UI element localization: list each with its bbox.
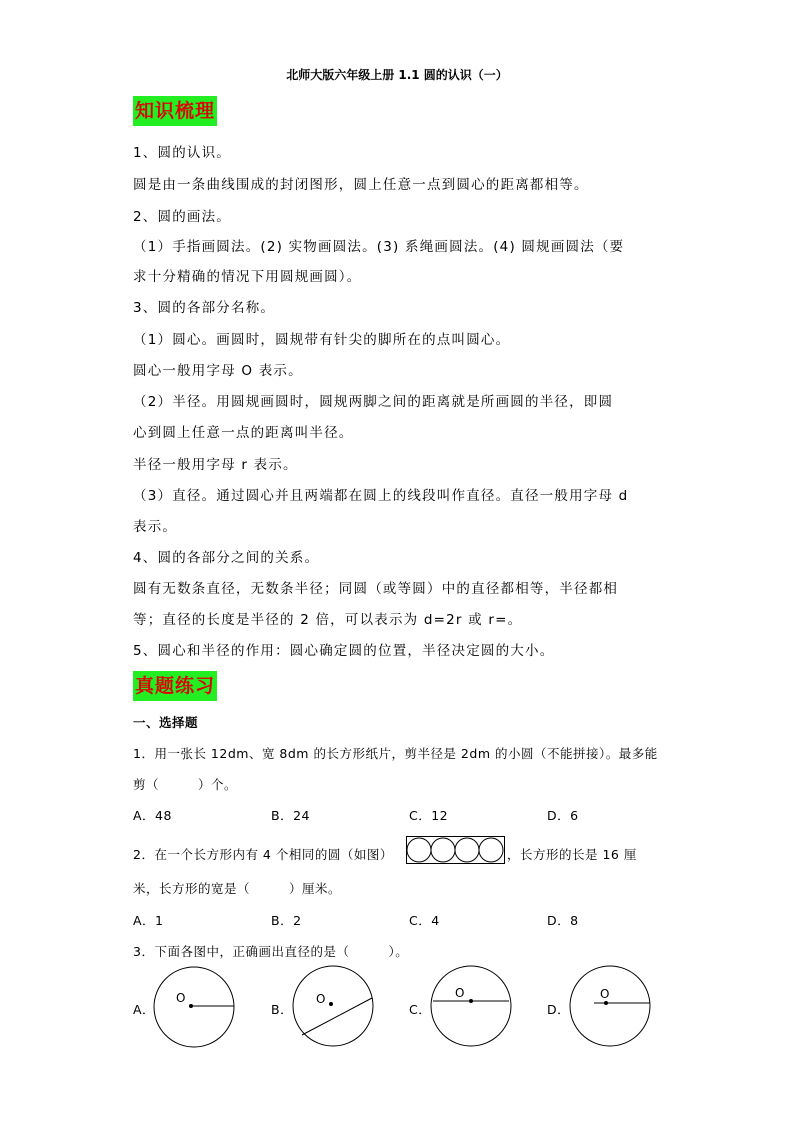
- four-circles-figure: [406, 836, 505, 864]
- knowledge-line: 圆有无数条直径，无数条半径；同圆（或等圆）中的直径都相等，半径都相: [133, 581, 619, 597]
- circle-figure-b[interactable]: [291, 964, 375, 1048]
- question-1-option-d[interactable]: D．6: [547, 808, 579, 823]
- knowledge-line: （1）圆心。画圆时，圆规带有针尖的脚所在的点叫圆心。: [133, 332, 511, 348]
- knowledge-line: （3）直径。通过圆心并且两端都在圆上的线段叫作直径。直径一般用字母 d: [133, 488, 629, 504]
- knowledge-line: 5、圆心和半径的作用：圆心确定圆的位置，半径决定圆的大小。: [133, 643, 555, 659]
- knowledge-line: 圆心一般用字母 O 表示。: [133, 363, 303, 379]
- knowledge-line: 等；直径的长度是半径的 2 倍，可以表示为 d=2r 或 r=。: [133, 612, 523, 628]
- knowledge-line: （1）手指画圆法。(2) 实物画圆法。(3) 系绳画圆法。(4) 圆规画圆法（要: [133, 239, 625, 255]
- knowledge-line: 求十分精确的情况下用圆规画圆）。: [133, 269, 362, 285]
- page-title: 北师大版六年级上册 1.1 圆的认识（一）: [286, 68, 508, 82]
- knowledge-line: 2、圆的画法。: [133, 209, 231, 225]
- question-3-option-d[interactable]: D．: [547, 1002, 571, 1017]
- knowledge-line: 圆是由一条曲线围成的封闭图形，圆上任意一点到圆心的距离都相等。: [133, 177, 589, 193]
- knowledge-line: 表示。: [133, 519, 178, 535]
- question-1-option-a[interactable]: A．48: [133, 808, 172, 823]
- question-2-option-d[interactable]: D．8: [547, 913, 579, 928]
- center-label: O: [316, 992, 326, 1006]
- knowledge-line: 1、圆的认识。: [133, 145, 231, 161]
- knowledge-line: 半径一般用字母 r 表示。: [133, 457, 298, 473]
- knowledge-line: （2）半径。用圆规画圆时，圆规两脚之间的距离就是所画圆的半径，即圆: [133, 394, 614, 410]
- center-label: O: [600, 987, 610, 1001]
- question-2-option-a[interactable]: A．1: [133, 913, 164, 928]
- knowledge-line: 3、圆的各部分名称。: [133, 300, 276, 316]
- knowledge-line: 心到圆上任意一点的距离叫半径。: [133, 425, 354, 441]
- section-tag-knowledge: 知识梳理: [133, 96, 217, 126]
- question-2-text: ，长方形的长是 16 厘: [507, 847, 637, 862]
- center-label: O: [176, 991, 186, 1005]
- center-label: O: [455, 986, 465, 1000]
- question-3-option-b[interactable]: B．: [271, 1002, 294, 1017]
- question-1-option-b[interactable]: B．24: [271, 808, 310, 823]
- circle-figure-a[interactable]: [152, 965, 236, 1049]
- section-tag-practice: 真题练习: [133, 671, 217, 701]
- question-2-option-c[interactable]: C．4: [409, 913, 440, 928]
- part-title: 一、选择题: [133, 715, 199, 730]
- question-3-text: 3．下面各图中，正确画出直径的是（ ）。: [133, 944, 409, 959]
- question-1-text: 1．用一张长 12dm、宽 8dm 的长方形纸片，剪半径是 2dm 的小圆（不能拼接）。最多能: [133, 746, 658, 761]
- question-1-text: 剪（ ）个。: [133, 777, 238, 792]
- question-3-option-a[interactable]: A．: [133, 1002, 156, 1017]
- question-2-option-b[interactable]: B．2: [271, 913, 302, 928]
- circle-figure-c[interactable]: [429, 964, 513, 1048]
- knowledge-line: 4、圆的各部分之间的关系。: [133, 550, 320, 566]
- question-2-text: 2．在一个长方形内有 4 个相同的圆（如图）: [133, 847, 393, 862]
- circle-figure-d[interactable]: [568, 964, 652, 1048]
- question-3-option-c[interactable]: C．: [409, 1002, 432, 1017]
- question-1-option-c[interactable]: C．12: [409, 808, 449, 823]
- question-2-text: 米，长方形的宽是（ ）厘米。: [133, 881, 342, 896]
